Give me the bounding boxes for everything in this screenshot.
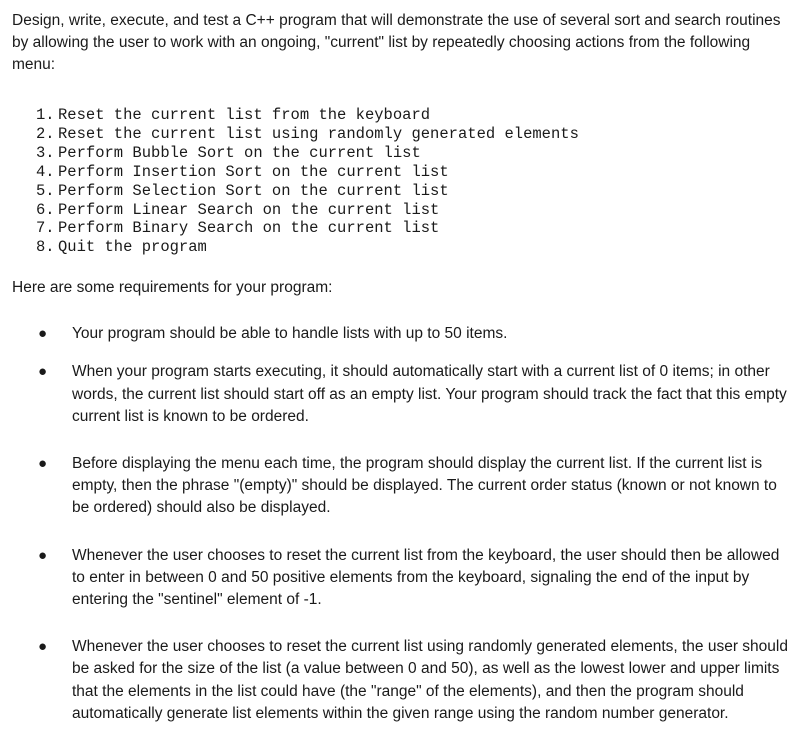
menu-item-number: 7. <box>36 219 55 238</box>
requirement-item <box>12 545 788 612</box>
bullet-icon: ● <box>38 638 48 656</box>
bullet-icon: ● <box>38 546 48 564</box>
menu-item <box>12 144 788 163</box>
menu-item <box>12 201 788 220</box>
menu-item-text: Perform Selection Sort on the current list <box>58 181 449 200</box>
menu-item-text: Perform Linear Search on the current list <box>58 200 440 219</box>
requirement-item <box>12 636 788 725</box>
requirement-text: Whenever the user chooses to reset the current list using randomly generated elements, the user should be asked for the size of the list (a value between 0 and 50), as well as the lowest lower and upper limits that the elements in the list could have (the "range" of the elements), and then the program should automatically generate list elements within the given range using the random number generator. <box>72 638 788 722</box>
menu-item <box>12 163 788 182</box>
menu-item-number: 2. <box>36 124 55 143</box>
requirement-item <box>12 453 788 520</box>
intro-paragraph: Design, write, execute, and test a C++ program that will demonstrate the use of several sort and search routines by allowing the user to work with an ongoing, "current" list by repeatedly choosing actions from the following menu: <box>12 12 781 73</box>
requirement-text: When your program starts executing, it should automatically start with a current list of 0 items; in other words, the current list should start off as an empty list. Your program should track the fact that this empty current list is known to be ordered. <box>72 363 787 425</box>
menu-item-number: 5. <box>36 181 55 200</box>
menu-item-number: 6. <box>36 200 55 219</box>
requirement-text: Before displaying the menu each time, the program should display the current list. If the current list is empty, then the phrase "(empty)" should be displayed. The current order status (known or not known to be ordered) should also be displayed. <box>72 455 777 517</box>
menu-item-number: 8. <box>36 238 55 257</box>
menu-options-list <box>12 106 788 257</box>
menu-item <box>12 106 788 125</box>
bullet-icon: ● <box>38 325 48 343</box>
menu-item <box>12 125 788 144</box>
menu-item-text: Quit the program <box>58 238 207 257</box>
requirements-list <box>12 323 788 725</box>
menu-item <box>12 182 788 201</box>
menu-item-text: Reset the current list using randomly generated elements <box>58 124 579 143</box>
menu-item <box>12 238 788 257</box>
requirement-text: Whenever the user chooses to reset the current list from the keyboard, the user should then be allowed to enter in between 0 and 50 positive elements from the keyboard, signaling the end of the input by entering the "sentinel" element of -1. <box>72 546 780 609</box>
bullet-icon: ● <box>38 363 48 381</box>
menu-item-number: 3. <box>36 143 55 162</box>
menu-item <box>12 219 788 238</box>
menu-item-text: Perform Bubble Sort on the current list <box>58 143 421 162</box>
menu-item-text: Perform Binary Search on the current list <box>58 219 440 238</box>
requirement-item <box>12 323 788 345</box>
menu-item-number: 1. <box>36 106 55 124</box>
menu-item-text: Reset the current list from the keyboard <box>58 106 431 124</box>
menu-item-number: 4. <box>36 162 55 181</box>
document-page <box>12 10 788 725</box>
requirements-heading: Here are some requirements for your program: <box>12 279 333 297</box>
bullet-icon: ● <box>38 455 48 473</box>
requirement-item <box>12 361 788 428</box>
menu-item-text: Perform Insertion Sort on the current list <box>58 162 449 181</box>
requirement-text: Your program should be able to handle lists with up to 50 items. <box>72 325 508 343</box>
